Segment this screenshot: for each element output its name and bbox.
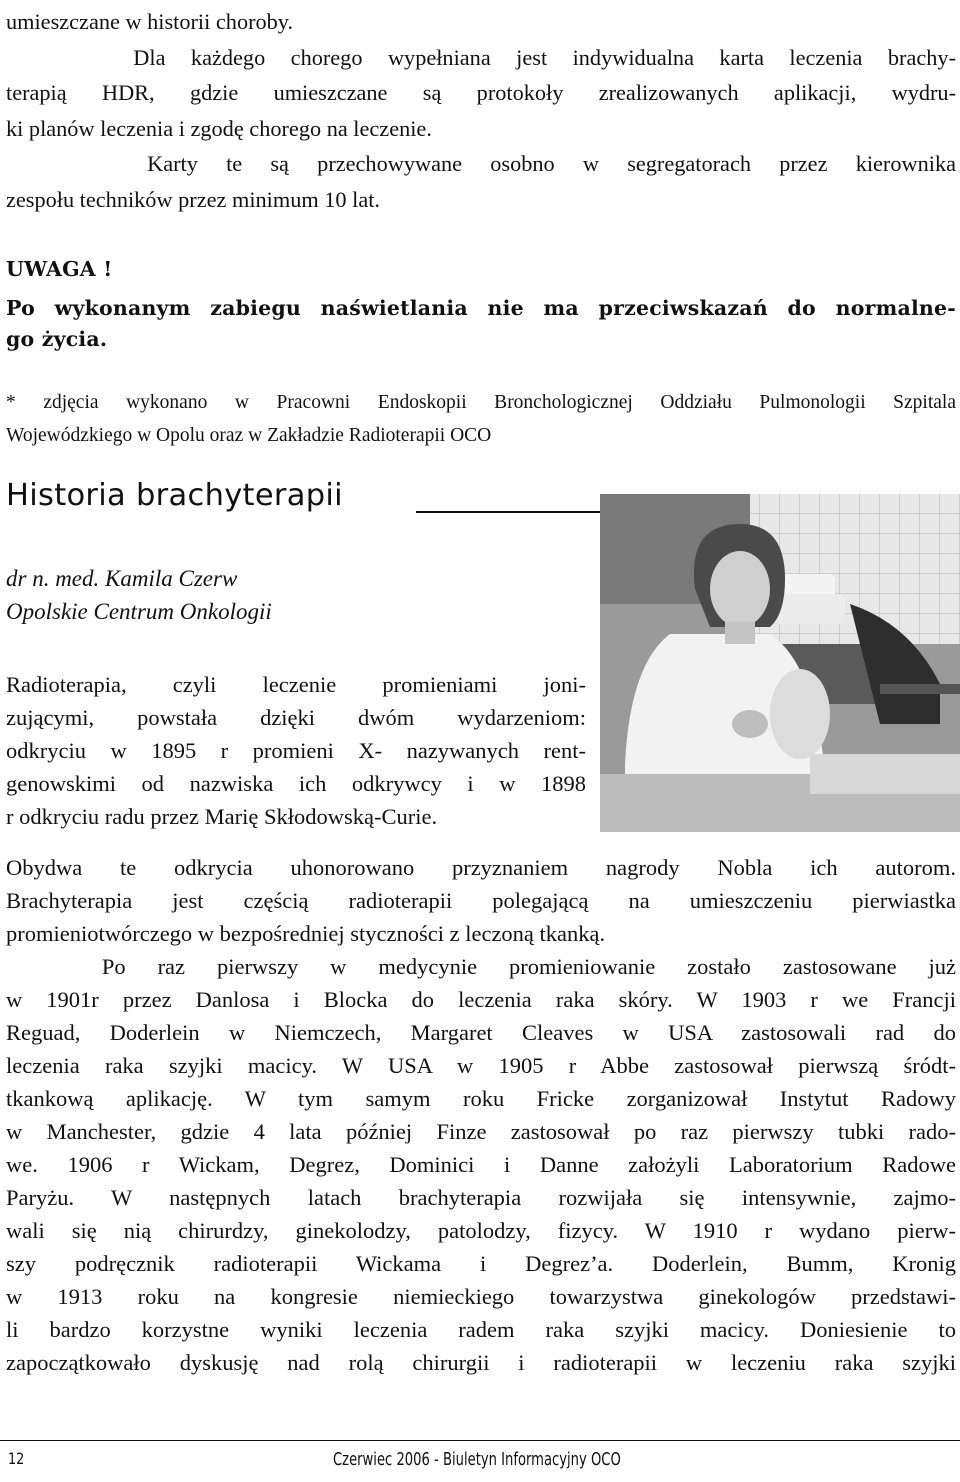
- heading-rule: [416, 511, 600, 513]
- text-line: Reguad, Doderlein w Niemczech, Margaret Cleaves w USA zastosowali rad do: [6, 1020, 956, 1045]
- text-line: odkryciu w 1895 r promieni X- nazywanych rent-: [6, 738, 586, 763]
- text-line: szy podręcznik radioterapii Wickama i Degrez’a. Doderlein, Bumm, Kronig: [6, 1251, 956, 1276]
- intro-paragraphs: [6, 4, 956, 217]
- text-line: r odkryciu radu przez Marię Skłodowską-Curie.: [6, 804, 438, 829]
- text-line: w 1913 roku na kongresie niemieckiego towarzystwa ginekologów przedstawi-: [6, 1284, 956, 1309]
- text-line: Po raz pierwszy w medycynie promieniowanie zostało zastosowane już: [6, 954, 956, 979]
- text-line: umieszczane w historii choroby.: [6, 9, 294, 34]
- author-name: dr n. med. Kamila Czerw: [6, 566, 238, 591]
- text-line: li bardzo korzystne wyniki leczenia radem raka szyjki macicy. Doniesienie to: [6, 1317, 956, 1342]
- page-number: 12: [8, 1449, 25, 1468]
- text-line: Dla każdego chorego wypełniana jest indywidualna karta leczenia brachy-: [6, 44, 956, 70]
- text-line: zapoczątkowało dyskusję nad rolą chirurgii i radioterapii w leczeniu raka szyjki: [6, 1350, 956, 1375]
- text-line: zującymi, powstała dzięki dwóm wydarzeniom:: [6, 705, 586, 730]
- text-line: Brachyterapia jest częścią radioterapii polegającą na umieszczeniu pierwiastka: [6, 888, 956, 913]
- warning-line: go życia.: [6, 327, 108, 351]
- note-line: Wojewódzkiego w Opolu oraz w Zakładzie Radioterapii OCO: [6, 425, 492, 446]
- article-heading: Historia brachyterapii: [6, 478, 343, 513]
- text-line: leczenia raka szyjki macicy. W USA w 1905 r Abbe zastosował pierwszą śródt-: [6, 1053, 956, 1078]
- text-line: promieniotwórczego w bezpośredniej styczności z leczoną tkanką.: [6, 921, 606, 946]
- footer-rule: [0, 1440, 960, 1441]
- text-line: Radioterapia, czyli leczenie promieniami joni-: [6, 672, 586, 697]
- photo-credit-note: [6, 386, 956, 452]
- text-line: Karty te są przechowywane osobno w segregatorach przez kierownika: [6, 151, 956, 176]
- footer-title: Czerwiec 2006 - Biuletyn Informacyjny OCO: [333, 1449, 621, 1470]
- text-line: we. 1906 r Wickam, Degrez, Dominici i Danne założyli Laboratorium Radowe: [6, 1152, 956, 1177]
- author-affiliation: Opolskie Centrum Onkologii: [6, 599, 272, 624]
- text-line: terapią HDR, gdzie umieszczane są protokoły zrealizowanych aplikacji, wydru-: [6, 80, 956, 105]
- text-line: Paryżu. W następnych latach brachyterapia rozwijała się intensywnie, zajmo-: [6, 1185, 956, 1210]
- warning-line: Po wykonanym zabiegu naświetlania nie ma przeciwskazań do normalne-: [6, 296, 956, 320]
- text-line: w Manchester, gdzie 4 lata później Finze zastosował po raz pierwszy tubki rado-: [6, 1119, 956, 1144]
- text-line: zespołu techników przez minimum 10 lat.: [6, 186, 380, 212]
- text-line: wali się nią chirurdzy, ginekolodzy, patolodzy, fizycy. W 1910 r wydano pierw-: [6, 1218, 956, 1243]
- text-line: genowskimi od nazwiska ich odkrywcy i w 1898: [6, 771, 586, 796]
- article-body: [6, 851, 956, 1379]
- warning-block: [6, 250, 956, 359]
- text-line: ki planów leczenia i zgodę chorego na leczenie.: [6, 115, 432, 141]
- photo-illustration: [600, 494, 960, 832]
- warning-title: UWAGA !: [6, 257, 113, 281]
- note-line: * zdjęcia wykonano w Pracowni Endoskopii Bronchologicznej Oddziału Pulmonologii Szpitala: [6, 392, 956, 413]
- author-block: [6, 562, 272, 628]
- text-line: Obydwa te odkrycia uhonorowano przyznaniem nagrody Nobla ich autorom.: [6, 855, 956, 880]
- text-line: w 1901r przez Danlosa i Blocka do leczenia raka skóry. W 1903 r we Francji: [6, 987, 956, 1012]
- lead-paragraph: [6, 668, 586, 833]
- photo-doctor: [600, 494, 960, 832]
- text-line: tkankową aplikację. W tym samym roku Fricke zorganizował Instytut Radowy: [6, 1086, 956, 1111]
